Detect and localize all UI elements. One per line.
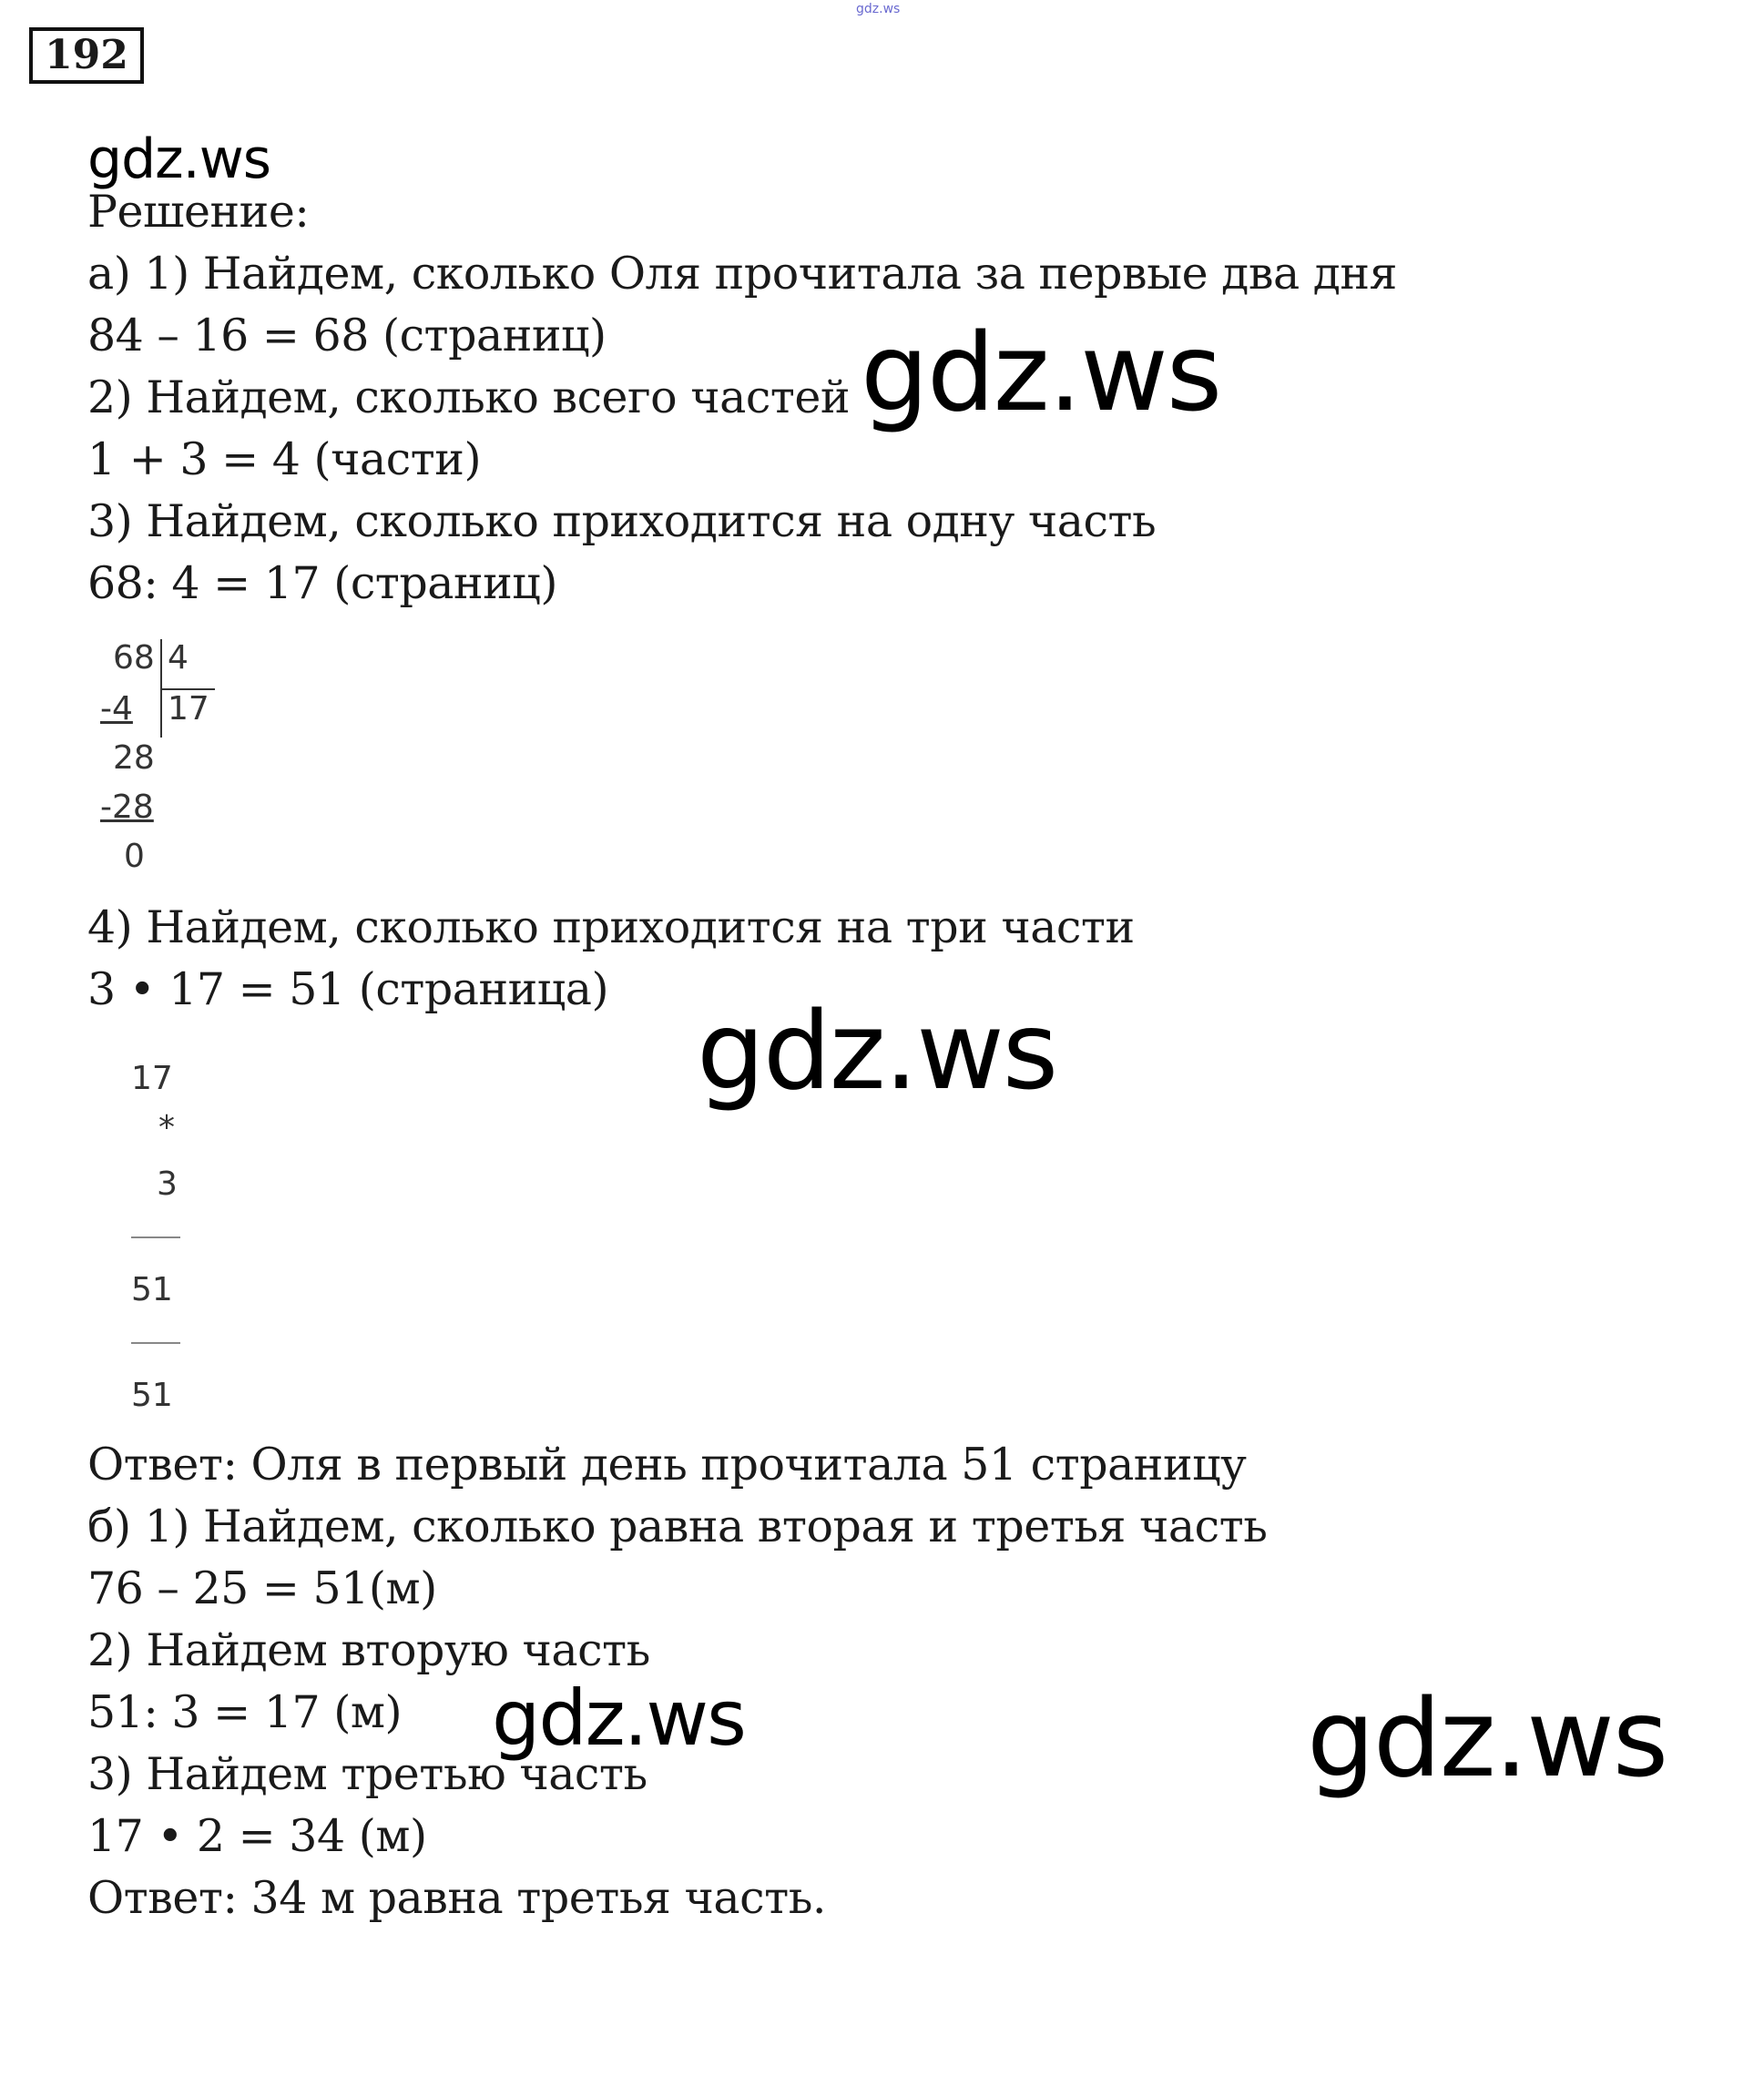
part-b-step-3: 3) Найдем третью часть — [87, 1748, 647, 1800]
part-a-step-3: 3) Найдем, сколько приходится на одну часть — [87, 495, 1157, 547]
part-a-answer: Ответ: Оля в первый день прочитала 51 страницу — [87, 1439, 1247, 1491]
watermark-3: gdz.ws — [492, 1674, 745, 1763]
watermark-header: gdz.ws — [87, 127, 271, 191]
top-watermark: gdz.ws — [856, 2, 901, 16]
division-dividend: 68 — [113, 639, 155, 677]
division-divisor: 4 — [168, 639, 189, 677]
part-b-step-2-equation: 51: 3 = 17 (м) — [87, 1686, 403, 1738]
multiplication-total: 51 — [131, 1377, 173, 1414]
division-result: 0 — [124, 838, 145, 875]
multiplication-top: 17 — [131, 1060, 173, 1097]
division-step-2: -28 — [100, 789, 154, 826]
part-a-step-2: 2) Найдем, сколько всего частей — [87, 371, 851, 423]
problem-number: 192 — [29, 27, 144, 84]
multiplication-product: 51 — [131, 1271, 173, 1308]
division-step-1: -4 — [100, 690, 133, 728]
part-b-answer: Ответ: 34 м равна третья часть. — [87, 1872, 826, 1924]
multiplication-factor: 3 — [157, 1165, 178, 1203]
part-b-step-1-equation: 76 – 25 = 51(м) — [87, 1562, 437, 1614]
part-b-step-3-equation: 17 • 2 = 34 (м) — [87, 1810, 427, 1862]
part-b-step-1: б) 1) Найдем, сколько равна вторая и третья часть — [87, 1501, 1268, 1552]
multiplication-line-2 — [131, 1342, 180, 1344]
part-a-step-2-equation: 1 + 3 = 4 (части) — [87, 433, 482, 485]
solution-label: Решение: — [87, 186, 310, 238]
watermark-1: gdz.ws — [861, 310, 1221, 435]
multiplication-line-1 — [131, 1236, 180, 1238]
watermark-2: gdz.ws — [697, 988, 1057, 1114]
part-a-step-1: а) 1) Найдем, сколько Оля прочитала за первые два дня — [87, 248, 1397, 300]
part-b-step-2: 2) Найдем вторую часть — [87, 1624, 650, 1676]
part-a-step-4: 4) Найдем, сколько приходится на три части — [87, 901, 1135, 953]
multiplication-sign: * — [158, 1109, 175, 1146]
watermark-4: gdz.ws — [1307, 1675, 1667, 1801]
part-a-step-4-equation: 3 • 17 = 51 (страница) — [87, 963, 609, 1015]
division-quotient: 17 — [168, 690, 209, 728]
part-a-step-1-equation: 84 – 16 = 68 (страниц) — [87, 310, 607, 361]
division-remainder-1: 28 — [113, 739, 155, 777]
part-a-step-3-equation: 68: 4 = 17 (страниц) — [87, 557, 557, 609]
